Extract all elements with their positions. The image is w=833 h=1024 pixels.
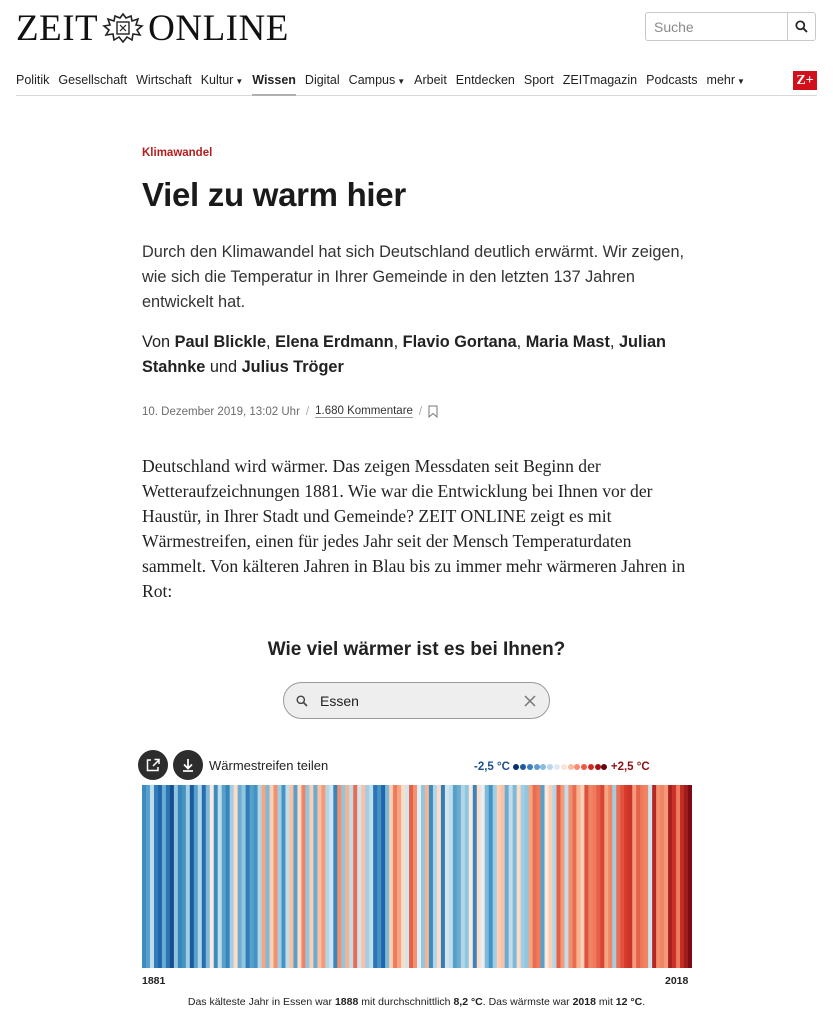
stripe-year-1942[interactable] [385, 785, 389, 968]
nav-item-label: Sport [523, 73, 554, 87]
stripe-year-2014[interactable] [672, 785, 676, 968]
stripe-year-1945[interactable] [397, 785, 401, 968]
stripe-year-1991[interactable] [580, 785, 584, 968]
year-end-label: 2018 [665, 975, 689, 987]
nav-item-label: Arbeit [414, 73, 447, 87]
legend-dot [601, 764, 607, 770]
stripe-year-1890[interactable] [178, 785, 182, 968]
legend-dot [568, 764, 574, 770]
eagle-crest-icon [102, 11, 144, 45]
stripe-year-1938[interactable] [369, 785, 373, 968]
author-link[interactable]: Elena Erdmann [275, 333, 394, 351]
legend-dot [588, 764, 594, 770]
stripe-year-1896[interactable] [202, 785, 206, 968]
legend-dot [554, 764, 560, 770]
stripe-year-1888[interactable] [170, 785, 174, 968]
stripe-year-1966[interactable] [481, 785, 485, 968]
stripe-year-1886[interactable] [162, 785, 166, 968]
share-toolbar [138, 750, 328, 780]
nav-item-politik[interactable] [16, 70, 49, 96]
bookmark-icon[interactable] [428, 405, 438, 418]
stripe-year-1887[interactable] [166, 785, 170, 968]
nav-item-wirtschaft[interactable] [136, 70, 192, 96]
stripe-year-1903[interactable] [230, 785, 234, 968]
stripe-year-1999[interactable] [612, 785, 616, 968]
caption-warm-year: 2018 [572, 996, 596, 1008]
stripe-year-1994[interactable] [592, 785, 596, 968]
legend-dot [527, 764, 533, 770]
search-box [645, 12, 816, 41]
stripe-year-2012[interactable] [664, 785, 668, 968]
stripe-year-1897[interactable] [206, 785, 210, 968]
stripe-year-1901[interactable] [222, 785, 226, 968]
stripe-year-1992[interactable] [584, 785, 588, 968]
stripe-year-1976[interactable] [521, 785, 525, 968]
nav-item-label: Digital [304, 73, 340, 87]
stripe-year-1975[interactable] [517, 785, 521, 968]
stripe-year-1931[interactable] [341, 785, 345, 968]
stripe-year-1977[interactable] [525, 785, 529, 968]
year-start-label: 1881 [142, 975, 166, 987]
stripe-year-1904[interactable] [234, 785, 238, 968]
stripe-year-1899[interactable] [214, 785, 218, 968]
stripe-year-1953[interactable] [429, 785, 433, 968]
stripe-year-1968[interactable] [489, 785, 493, 968]
search-input[interactable] [646, 13, 787, 40]
nav-item-label: ZEITmagazin [562, 73, 638, 87]
stripe-year-1884[interactable] [154, 785, 158, 968]
nav-item-campus[interactable] [349, 70, 405, 96]
stripe-year-1882[interactable] [146, 785, 150, 968]
search-button[interactable] [787, 13, 815, 40]
stripe-year-2018[interactable] [688, 785, 692, 968]
stripe-year-1925[interactable] [317, 785, 321, 968]
city-input-value[interactable]: Essen [320, 692, 359, 709]
download-icon [180, 757, 196, 773]
stripe-year-1920[interactable] [297, 785, 301, 968]
author-link[interactable]: Julian Stahnke [142, 333, 667, 376]
article-byline: Von Paul Blickle, Elena Erdmann, Flavio Gortana, Maria Mast, Julian Stahnke und Julius Tröger [142, 333, 667, 376]
stripe-year-1971[interactable] [501, 785, 505, 968]
stripe-year-1997[interactable] [604, 785, 608, 968]
stripe-year-2013[interactable] [668, 785, 672, 968]
nav-item-label: Entdecken [455, 73, 515, 87]
stripe-year-1967[interactable] [485, 785, 489, 968]
stripe-year-1908[interactable] [250, 785, 254, 968]
nav-item-wissen[interactable] [252, 70, 296, 96]
stripe-year-1962[interactable] [465, 785, 469, 968]
legend-dot [561, 764, 567, 770]
legend-color-scale [513, 764, 608, 770]
stripe-year-2011[interactable] [660, 785, 664, 968]
legend-dot [595, 764, 601, 770]
stripe-year-1943[interactable] [389, 785, 393, 968]
stripe-year-1946[interactable] [401, 785, 405, 968]
article-headline: Viel zu warm hier [142, 176, 406, 213]
article-kicker[interactable]: Klimawandel [142, 147, 213, 159]
stripe-year-2003[interactable] [628, 785, 632, 968]
author-link[interactable]: Paul Blickle [174, 333, 267, 351]
stripe-year-1935[interactable] [357, 785, 361, 968]
search-icon [795, 20, 808, 33]
stripe-year-1883[interactable] [150, 785, 154, 968]
stripe-year-1917[interactable] [285, 785, 289, 968]
stripe-year-1974[interactable] [513, 785, 517, 968]
stripe-year-1924[interactable] [313, 785, 317, 968]
byline-and: und [209, 358, 238, 376]
author-link[interactable]: Flavio Gortana [402, 333, 517, 351]
article-meta [142, 405, 692, 418]
stripe-year-1909[interactable] [254, 785, 258, 968]
stripe-year-1963[interactable] [469, 785, 473, 968]
stripe-year-1964[interactable] [473, 785, 477, 968]
stripe-year-1914[interactable] [274, 785, 278, 968]
stripe-year-1961[interactable] [461, 785, 465, 968]
stripe-year-1936[interactable] [361, 785, 365, 968]
zplus-icon[interactable]: Z+ [793, 71, 817, 90]
stripe-year-1959[interactable] [453, 785, 457, 968]
nav-item-label: Kultur [200, 73, 234, 87]
nav-item-label: Wissen [252, 73, 296, 87]
stripe-year-1958[interactable] [449, 785, 453, 968]
comments-link[interactable]: 1.680 Kommentare [315, 405, 413, 417]
legend-low-label: -2,5 °C [474, 761, 510, 773]
stripe-year-1970[interactable] [497, 785, 501, 968]
stripe-year-1972[interactable] [505, 785, 509, 968]
stripe-year-1990[interactable] [576, 785, 580, 968]
stripe-year-1952[interactable] [425, 785, 429, 968]
caption-cold-year: 1888 [334, 996, 359, 1008]
stripe-year-1986[interactable] [560, 785, 564, 968]
stripe-year-1960[interactable] [457, 785, 461, 968]
nav-item-label: Campus [348, 73, 396, 87]
clear-icon[interactable] [523, 694, 537, 708]
stripe-year-1940[interactable] [377, 785, 381, 968]
stripe-year-1949[interactable] [413, 785, 417, 968]
legend-dot [520, 764, 526, 770]
nav-item-label: Podcasts [646, 73, 698, 87]
stripe-year-1982[interactable] [545, 785, 549, 968]
stripe-year-1955[interactable] [437, 785, 441, 968]
author-link[interactable]: Maria Mast [525, 333, 610, 351]
nav-item-podcasts[interactable] [646, 70, 697, 96]
nav-item-label: Politik [16, 73, 50, 87]
stripe-year-1885[interactable] [158, 785, 162, 968]
stripe-year-1930[interactable] [337, 785, 341, 968]
stripe-year-1911[interactable] [262, 785, 266, 968]
stripe-year-2016[interactable] [680, 785, 684, 968]
logo-text-online: ONLINE [148, 7, 289, 49]
stripe-year-2005[interactable] [636, 785, 640, 968]
caption-text: mit [598, 996, 613, 1008]
stripe-year-1913[interactable] [270, 785, 274, 968]
stripe-year-1944[interactable] [393, 785, 397, 968]
temperature-legend [474, 760, 692, 774]
stripe-year-1892[interactable] [186, 785, 190, 968]
stripe-year-1978[interactable] [529, 785, 533, 968]
search-icon [296, 695, 308, 707]
legend-dot [574, 764, 580, 770]
stripe-year-1948[interactable] [409, 785, 413, 968]
author-link[interactable]: Julius Tröger [241, 358, 344, 376]
caption-text: mit durchschnittlich [361, 996, 451, 1008]
stripe-year-1995[interactable] [596, 785, 600, 968]
stripe-year-1957[interactable] [445, 785, 449, 968]
stripe-year-1941[interactable] [381, 785, 385, 968]
stripe-year-1998[interactable] [608, 785, 612, 968]
download-button[interactable] [173, 750, 203, 780]
stripe-year-1927[interactable] [325, 785, 329, 968]
logo-text-zeit: ZEIT [16, 7, 99, 49]
stripe-year-2008[interactable] [648, 785, 652, 968]
stripe-year-2015[interactable] [676, 785, 680, 968]
stripe-year-1939[interactable] [373, 785, 377, 968]
stripe-year-1933[interactable] [349, 785, 353, 968]
stripe-year-1891[interactable] [182, 785, 186, 968]
legend-dot [534, 764, 540, 770]
widget-question: Wie viel wärmer ist es bei Ihnen? [267, 639, 566, 660]
stripe-year-1895[interactable] [198, 785, 202, 968]
stripe-year-1987[interactable] [564, 785, 568, 968]
stripe-year-1898[interactable] [210, 785, 214, 968]
nav-item-kultur[interactable] [201, 70, 244, 96]
stripe-year-1915[interactable] [278, 785, 282, 968]
caret-down-icon: ▼ [235, 77, 244, 86]
publish-date: 10. Dezember 2019, 13:02 Uhr [142, 405, 300, 418]
caret-down-icon: ▼ [397, 77, 406, 86]
caption-text: . [642, 996, 646, 1008]
stripe-year-1910[interactable] [258, 785, 262, 968]
meta-separator: / [305, 405, 310, 418]
legend-dot [581, 764, 587, 770]
city-search-field[interactable] [283, 682, 550, 719]
stripe-year-1905[interactable] [238, 785, 242, 968]
article-lead: Durch den Klimawandel hat sich Deutschland deutlich erwärmt. Wir zeigen, wie sich die Temperatur in Ihrer Gemeinde in den letzten 137 Jahren entwickelt hat. [142, 243, 685, 311]
stripe-year-1985[interactable] [556, 785, 560, 968]
stripe-year-1902[interactable] [226, 785, 230, 968]
nav-item-sport[interactable] [524, 70, 554, 96]
stripe-year-1988[interactable] [568, 785, 572, 968]
stripe-year-2001[interactable] [620, 785, 624, 968]
stripe-year-1993[interactable] [588, 785, 592, 968]
stripe-year-1969[interactable] [493, 785, 497, 968]
stripe-year-2009[interactable] [652, 785, 656, 968]
stripe-year-1928[interactable] [329, 785, 333, 968]
stripe-year-1906[interactable] [242, 785, 246, 968]
stripe-year-1929[interactable] [333, 785, 337, 968]
nav-item-label: Wirtschaft [136, 73, 192, 87]
stripe-year-1912[interactable] [266, 785, 270, 968]
stripe-year-2006[interactable] [640, 785, 644, 968]
stripe-year-1983[interactable] [549, 785, 553, 968]
stripe-year-1979[interactable] [533, 785, 537, 968]
stripe-year-1922[interactable] [305, 785, 309, 968]
nav-item-entdecken[interactable] [456, 70, 515, 96]
stripe-year-1900[interactable] [218, 785, 222, 968]
stripe-year-1932[interactable] [345, 785, 349, 968]
stripe-year-1973[interactable] [509, 785, 513, 968]
nav-item-mehr[interactable] [707, 70, 745, 96]
stripe-year-1919[interactable] [293, 785, 297, 968]
stripe-year-2002[interactable] [624, 785, 628, 968]
stripe-year-1881[interactable] [142, 785, 146, 968]
nav-item-gesellschaft[interactable] [58, 70, 127, 96]
meta-separator: / [418, 405, 423, 418]
stripe-year-1923[interactable] [309, 785, 313, 968]
stripe-year-1950[interactable] [417, 785, 421, 968]
stripe-year-2007[interactable] [644, 785, 648, 968]
stripe-year-1934[interactable] [353, 785, 357, 968]
caret-down-icon: ▼ [737, 77, 745, 86]
nav-item-arbeit[interactable] [414, 70, 447, 96]
stripe-year-1907[interactable] [246, 785, 250, 968]
stripe-year-1984[interactable] [553, 785, 557, 968]
legend-dot [513, 764, 519, 770]
stripe-year-1954[interactable] [433, 785, 437, 968]
stripes-caption [0, 996, 833, 1008]
stripe-year-1947[interactable] [405, 785, 409, 968]
stripe-year-1980[interactable] [537, 785, 541, 968]
share-icon [145, 757, 161, 773]
caption-warm-temp: 12 °C [615, 996, 643, 1008]
article-body-paragraph: Deutschland wird wärmer. Das zeigen Messdaten seit Beginn der Wetteraufzeichnungen 1881. Wie war die Entwicklung bei Ihnen vor der Haustür, in Ihrer Stadt und Gemeinde? ZEIT ONLINE zeigt es mit Wärmestreifen, einen für jedes Jahr seit der Mensch Temperaturdaten sammelt. Von kälteren Jahren in Blau bis zu immer mehr wärmeren Jahren in Rot: [142, 456, 686, 601]
stripe-year-1921[interactable] [301, 785, 305, 968]
stripe-year-1989[interactable] [572, 785, 576, 968]
legend-high-label: +2,5 °C [610, 761, 650, 773]
caption-text: . Das wärmste war [482, 996, 570, 1008]
stripe-year-2000[interactable] [616, 785, 620, 968]
byline-prefix: Von [142, 333, 171, 351]
nav-item-zeitmagazin[interactable] [563, 70, 637, 96]
stripe-year-1981[interactable] [541, 785, 545, 968]
stripe-year-1916[interactable] [281, 785, 285, 968]
caption-text: Das kälteste Jahr in Essen war [187, 996, 333, 1008]
warming-stripes-chart [142, 785, 692, 968]
nav-item-label: Gesellschaft [58, 73, 128, 87]
stripe-year-1889[interactable] [174, 785, 178, 968]
stripe-year-1918[interactable] [289, 785, 293, 968]
nav-item-digital[interactable] [305, 70, 340, 96]
stripe-year-1965[interactable] [477, 785, 481, 968]
stripe-year-2004[interactable] [632, 785, 636, 968]
legend-dot [540, 764, 546, 770]
stripe-year-1937[interactable] [365, 785, 369, 968]
legend-dot [547, 764, 553, 770]
stripe-year-1926[interactable] [321, 785, 325, 968]
stripe-year-1951[interactable] [421, 785, 425, 968]
main-navigation [16, 70, 817, 96]
stripe-year-1956[interactable] [441, 785, 445, 968]
caption-cold-temp: 8,2 °C [453, 996, 483, 1008]
stripe-year-2017[interactable] [684, 785, 688, 968]
nav-item-label: mehr [706, 73, 736, 87]
share-button[interactable] [138, 750, 168, 780]
share-label[interactable]: Wärmestreifen teilen [209, 757, 329, 773]
stripe-year-1996[interactable] [600, 785, 604, 968]
stripe-year-2010[interactable] [656, 785, 660, 968]
stripe-year-1893[interactable] [190, 785, 194, 968]
zeit-online-logo[interactable] [16, 8, 289, 48]
stripe-year-1894[interactable] [194, 785, 198, 968]
